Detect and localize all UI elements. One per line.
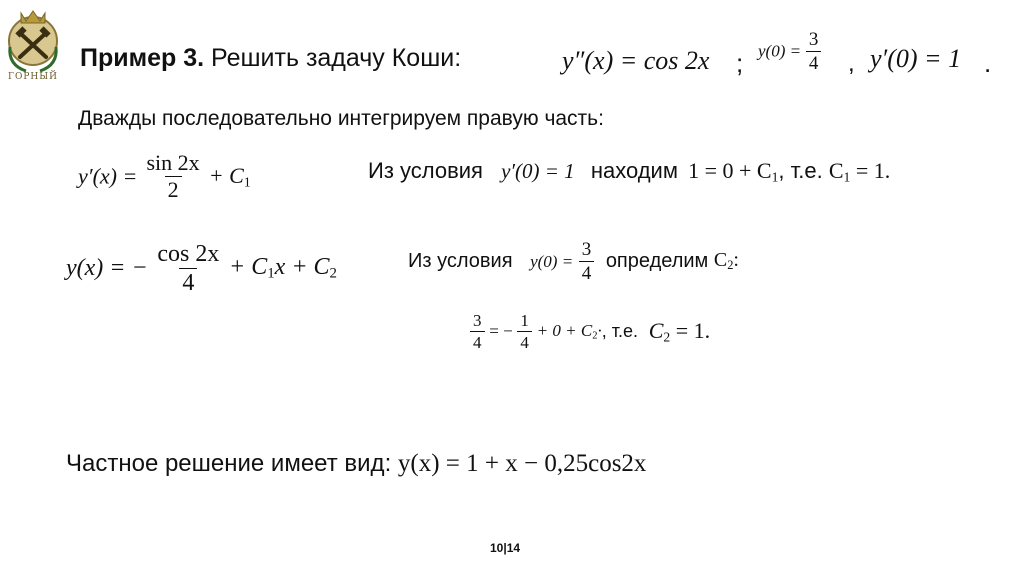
step1-te-label: , т.е.	[778, 158, 823, 183]
step2-numerator: cos 2x	[157, 241, 220, 267]
step1-tail-text: + C	[208, 162, 244, 188]
conclusion	[66, 450, 646, 478]
y0-numerator: 3	[808, 29, 819, 50]
step3-f2-numerator: 1	[520, 311, 529, 330]
step2-det-sub: 2	[727, 258, 734, 273]
step1-denominator: 2	[165, 176, 182, 201]
y0-lhs: y(0) =	[758, 41, 802, 61]
step1-cond-eq: y′(0) = 1	[501, 159, 575, 183]
title-bold: Пример 3.	[80, 44, 205, 72]
step2-det-var-text: C	[713, 249, 728, 272]
separator-comma: ,	[848, 50, 855, 77]
step2-tail1: + C	[229, 254, 268, 281]
step2-cond-label: Из условия	[408, 250, 513, 272]
step2-det-label: определим	[605, 250, 709, 272]
step3-f1-denominator: 4	[470, 331, 485, 351]
initial-condition-dy0: y′(0) = 1	[870, 44, 962, 73]
step1-result-tail: = 1.	[850, 158, 891, 183]
step2-det-var	[714, 249, 739, 271]
step1-find-label: находим	[590, 158, 678, 183]
step2-tail2-sub: 2	[329, 265, 337, 282]
header-period: .	[984, 48, 992, 78]
conclusion-colon: :	[384, 450, 392, 477]
logo-text: ГОРНЫЙ	[8, 72, 58, 82]
step2-tail2: x + C	[274, 254, 330, 281]
y0-fraction	[806, 30, 822, 73]
step1-find-text: 1 = 0 + C	[688, 158, 772, 183]
step3-tail	[537, 321, 602, 340]
step3-result-sub: 2	[663, 329, 671, 345]
step1-tail	[209, 163, 251, 188]
step1-formula	[78, 152, 251, 201]
step2-cond-denominator: 4	[579, 261, 595, 283]
step1-result	[829, 158, 890, 183]
step1-find-sub: 1	[771, 169, 779, 185]
initial-condition-y0	[758, 30, 821, 73]
step2-cond-numerator: 3	[581, 239, 592, 260]
intro-text: Дважды последовательно интегрируем правую часть:	[78, 107, 604, 130]
separator-semicolon: ;	[736, 48, 744, 78]
step3-f2-denominator: 4	[517, 331, 532, 351]
step3-tail-text: + 0 + C	[536, 321, 593, 341]
step3-result	[649, 318, 710, 343]
step3-mid: = −	[489, 321, 513, 341]
title-rest: Решить задачу Коши:	[204, 44, 462, 72]
step3-formula	[470, 312, 710, 351]
step2-formula	[66, 242, 337, 295]
step1-cond-label: Из условия	[368, 158, 483, 183]
step3-fraction2	[517, 312, 532, 351]
step3-result-tail: = 1	[670, 317, 705, 343]
step3-f1-numerator: 3	[473, 311, 482, 330]
step2-det-colon: :	[733, 249, 739, 272]
step1-result-sub: 1	[843, 169, 851, 185]
step2-cond-lhs: y(0) =	[530, 251, 574, 271]
page-number: 10|14	[490, 541, 521, 555]
y0-denominator: 4	[806, 51, 822, 73]
step1-condition	[368, 158, 890, 185]
step1-find-expr	[688, 158, 778, 183]
step3-fraction1	[470, 312, 485, 351]
step2-fraction	[154, 242, 222, 295]
step1-lhs: y′(x) =	[78, 163, 138, 189]
step1-result-var: C	[828, 158, 844, 183]
step2-tail	[229, 254, 337, 280]
step2-cond-fraction	[579, 240, 595, 283]
equation-ode: y″(x) = cos 2x	[562, 46, 710, 75]
step3-tail-end: ·	[597, 321, 602, 341]
step2-condition	[408, 240, 739, 283]
step2-denominator: 4	[179, 268, 197, 295]
step1-tail-sub: 1	[243, 174, 251, 190]
step1-fraction	[143, 152, 202, 201]
step3-result-var: C	[648, 317, 664, 343]
step2-lhs: y(x) = −	[66, 255, 148, 281]
step3-tail-sub: 2	[592, 330, 598, 342]
step1-numerator: sin 2x	[146, 150, 200, 175]
slide-title	[80, 44, 461, 73]
step3-te-label: , т.е.	[601, 321, 638, 341]
step2-tail1-sub: 1	[267, 265, 275, 282]
conclusion-formula: y(x) = 1 + x − 0,25cos2x	[397, 450, 647, 477]
conclusion-label: Частное решение имеет вид	[66, 450, 385, 477]
step3-period: .	[704, 317, 711, 343]
